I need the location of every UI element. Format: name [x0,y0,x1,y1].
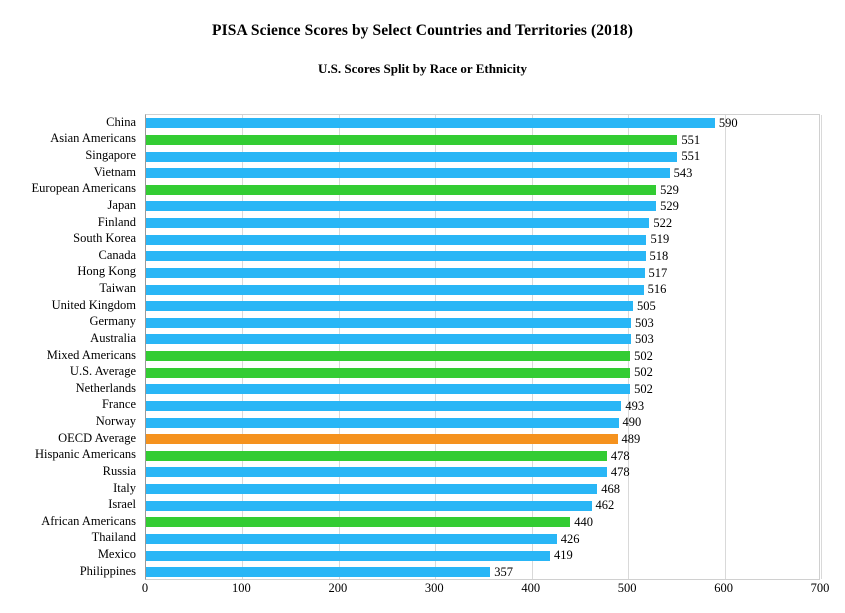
bar-row [146,547,819,564]
bar-value-label: 468 [601,481,621,496]
bar-row [146,348,819,365]
category-label: Australia [90,330,136,345]
bar [146,467,607,477]
bar [146,235,646,245]
category-axis-labels [0,114,141,580]
bar-value-label: 426 [560,531,580,546]
gridline [821,115,822,579]
category-label: Singapore [85,148,136,163]
bar-value-label: 493 [625,398,645,413]
bar [146,418,619,428]
category-label: France [101,397,136,412]
bar-row [146,564,819,581]
bar-value-label: 490 [622,415,642,430]
bar [146,185,656,195]
bar-row [146,448,819,465]
bar [146,501,592,511]
bar [146,484,597,494]
bar-value-label: 357 [494,564,513,579]
bar-value-label: 462 [595,498,615,513]
bar-value-label: 502 [634,382,653,397]
category-label: Italy [113,480,136,495]
bar [146,301,633,311]
bar-row [146,215,819,232]
bar-row [146,265,819,282]
category-label: Taiwan [99,281,136,296]
bar [146,384,630,394]
bar-value-label: 503 [635,315,654,330]
bar-value-label: 505 [636,298,656,313]
category-label: Finland [97,214,136,229]
bar [146,534,557,544]
bar-row [146,165,819,182]
bar-row [146,514,819,531]
category-label: Norway [95,414,136,429]
bar-series [146,115,819,579]
category-label: Netherlands [75,380,136,395]
bar-row [146,148,819,165]
bar-row [146,298,819,315]
bar [146,517,570,527]
category-label: Hong Kong [77,264,136,279]
bar-value-label: 502 [634,365,653,380]
bar-row [146,398,819,415]
bar-value-label: 478 [610,465,630,480]
bar-row [146,182,819,199]
category-label: Philippines [79,563,136,578]
bar-value-label: 440 [574,515,594,530]
bar [146,285,644,295]
category-label: Hispanic Americans [34,447,136,462]
bar [146,451,607,461]
bar [146,268,645,278]
bar-value-label: 551 [681,149,701,164]
category-label: Japan [107,197,136,212]
bar-value-label: 522 [653,215,673,230]
category-label: African Americans [41,513,136,528]
bar [146,251,646,261]
value-axis-tick: 200 [328,581,348,595]
category-label: Vietnam [93,164,136,179]
bar [146,318,631,328]
bar [146,434,618,444]
bar-value-label: 478 [610,448,630,463]
chart-title: PISA Science Scores by Select Countries and Territories (2018) [212,22,633,39]
category-label: Mixed Americans [46,347,136,362]
bar [146,368,630,378]
value-axis-tick: 400 [521,581,541,595]
bar-row [146,115,819,132]
bar-value-label: 502 [634,348,653,363]
category-label: Russia [102,463,136,478]
value-axis-tick: 700 [810,581,830,595]
bar-row [146,364,819,381]
bar-value-label: 529 [660,182,679,197]
bar-row [146,464,819,481]
bar-row [146,132,819,149]
bar [146,201,656,211]
bar [146,218,649,228]
category-label: Mexico [97,547,136,562]
bar-value-label: 590 [718,116,738,131]
category-label: China [106,114,136,129]
bar [146,351,630,361]
bar-value-label: 503 [635,332,654,347]
bar-row [146,497,819,514]
value-axis-tick: 0 [141,581,149,595]
bar-row [146,231,819,248]
category-label: Canada [98,247,136,262]
bar-row [146,331,819,348]
bar-row [146,381,819,398]
bar [146,152,677,162]
category-label: Thailand [91,530,136,545]
bar-row [146,481,819,498]
bar [146,401,621,411]
chart-subtitle: U.S. Scores Split by Race or Ethnicity [318,61,527,76]
bar-row [146,281,819,298]
bar-value-label: 519 [650,232,670,247]
category-label: United Kingdom [51,297,136,312]
category-label: South Korea [73,231,136,246]
category-label: OECD Average [58,430,136,445]
chart-container [0,22,845,613]
bar-row [146,315,819,332]
bar-value-label: 543 [673,165,693,180]
bar-value-label: 529 [660,199,679,214]
bar-row [146,248,819,265]
bar-value-label: 551 [681,132,701,147]
bar [146,118,715,128]
bar-value-label: 517 [648,265,668,280]
category-label: Asian Americans [50,131,136,146]
bar-row [146,531,819,548]
bar-row [146,198,819,215]
value-axis-labels [141,581,830,603]
bar [146,567,490,577]
bar [146,168,670,178]
value-axis-tick: 500 [617,581,637,595]
bar-row [146,414,819,431]
bar-row [146,431,819,448]
category-label: Germany [89,314,136,329]
bar [146,334,631,344]
bar-value-label: 489 [621,431,641,446]
category-label: U.S. Average [69,364,136,379]
category-label: Israel [108,497,136,512]
plot-area [145,114,820,580]
value-axis-tick: 300 [424,581,444,595]
bar [146,551,550,561]
bar-value-label: 516 [647,282,667,297]
value-axis-tick: 600 [714,581,733,595]
category-label: European Americans [31,181,136,196]
bar [146,135,677,145]
bar-value-label: 419 [554,548,573,563]
bar-value-label: 518 [649,249,669,264]
value-axis-tick: 100 [232,581,251,595]
